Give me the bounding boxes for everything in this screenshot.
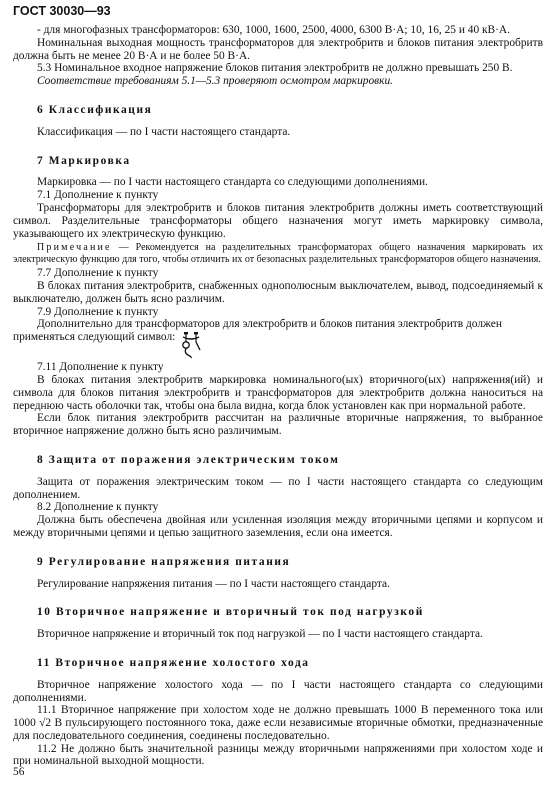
paragraph: - для многофазных трансформаторов: 630, 1000, 1600, 2500, 4000, 6300 В·А; 10, 16, 25 и 40 кВ·А. <box>37 24 511 36</box>
sqrt-symbol: √2 <box>39 717 52 730</box>
shaver-supply-symbol-icon <box>179 331 205 359</box>
paragraph: Регулирование напряжения питания — по I части настоящего стандарта. <box>37 577 390 590</box>
paragraph: В блоках питания электробритв маркировка номинального(ых) вторичного(ых) напряжения(ий) и символа для блоков питания электробритв и трансформаторов для электробритв должна наноситься на переднюю часть оболочки так, чтобы она была видна, когда блок установлен как при нормальной работе. <box>13 373 543 412</box>
page-number: 56 <box>13 766 25 778</box>
paragraph: 5.3 Номинальное входное напряжение блоков питания электробритв не должно превышать 250 В. <box>37 62 513 75</box>
note-label: Примечание <box>37 242 112 254</box>
section-heading: 10 Вторичное напряжение и вторичный ток под нагрузкой <box>37 606 424 619</box>
section-heading: 8 Защита от поражения электрическим током <box>37 453 340 466</box>
section-heading: 6 Классификация <box>37 103 153 116</box>
text-run: 11.1 Вторичное напряжение при холостом ходе не должно превышать 1000 В переменного тока или 1000 <box>13 704 543 730</box>
standard-header: ГОСТ 30030—93 <box>13 4 111 18</box>
paragraph: Номинальная выходная мощность трансформаторов для электробритв и блоков питания электробритв должна быть не менее 20 В·А и не более 50 В·А. <box>13 36 543 62</box>
clause-title: 8.2 Дополнение к пункту <box>37 501 159 514</box>
note-text: — Рекомендуется на разделительных трансформаторах общего назначения маркировать их электрическую функцию для того, чтобы отличить их от безопасных разделительных трансформаторов общего назначения. <box>13 242 543 265</box>
paragraph: Маркировка — по I части настоящего стандарта со следующими дополнениями. <box>37 176 428 189</box>
text-run: В пульсирующего постоянного тока, даже если независимые вторичные обмотки, предназначенные для последовательного соединения, соединены последовательно. <box>13 717 543 742</box>
paragraph: Вторичное напряжение и вторичный ток под нагрузкой — по I части настоящего стандарта. <box>37 628 483 641</box>
clause-title: 7.7 Дополнение к пункту <box>37 267 159 280</box>
paragraph: Дополнительно для трансформаторов для электробритв и блоков питания электробритв должен <box>37 318 502 331</box>
paragraph: Должна быть обеспечена двойная или усиленная изоляция между вторичными цепями и корпусом и между вторичными цепями и цепью защитного заземления, если она имеется. <box>13 514 543 539</box>
symbol-line <box>13 331 543 359</box>
section-heading: 11 Вторичное напряжение холостого хода <box>37 656 310 669</box>
paragraph <box>13 704 543 742</box>
section-heading: 9 Регулирование напряжения питания <box>37 555 291 568</box>
paragraph: В блоках питания электробритв, снабженных однополюсным выключателем, вывод, подсоединяемый к выключателю, должен быть ясно различим. <box>13 279 543 305</box>
paragraph: Если блок питания электробритв рассчитан на различные вторичные напряжения, то выбранное вторичное напряжение должно быть ясно различимым. <box>13 412 543 438</box>
section-heading: 7 Маркировка <box>37 154 131 167</box>
clause-title: 7.11 Дополнение к пункту <box>37 361 164 374</box>
paragraph: Вторичное напряжение холостого хода — по I части настоящего стандарта со следующими дополнениями. <box>13 678 543 704</box>
clause-title: 7.9 Дополнение к пункту <box>37 305 159 318</box>
compliance-note: Соответствие требованиям 5.1—5.3 проверяют осмотром маркировки. <box>37 75 394 88</box>
clause-title: 7.1 Дополнение к пункту <box>37 189 159 202</box>
paragraph: Классификация — по I части настоящего стандарта. <box>37 125 291 138</box>
paragraph-tail: применяться следующий символ: <box>13 331 176 344</box>
paragraph: Трансформаторы для электробритв и блоков питания электробритв должны иметь соответствующий символ. Разделительные трансформаторы общего назначения могут иметь маркировку символа, указывающего их электрическую функцию. <box>13 201 543 240</box>
note <box>13 242 543 265</box>
paragraph: Защита от поражения электрическим током — по I части настоящего стандарта со следующим дополнением. <box>13 475 543 501</box>
paragraph: 11.2 Не должно быть значительной разницы между вторичными напряжениями при холостом ходе и при номинальной выходной мощности. <box>13 742 543 768</box>
